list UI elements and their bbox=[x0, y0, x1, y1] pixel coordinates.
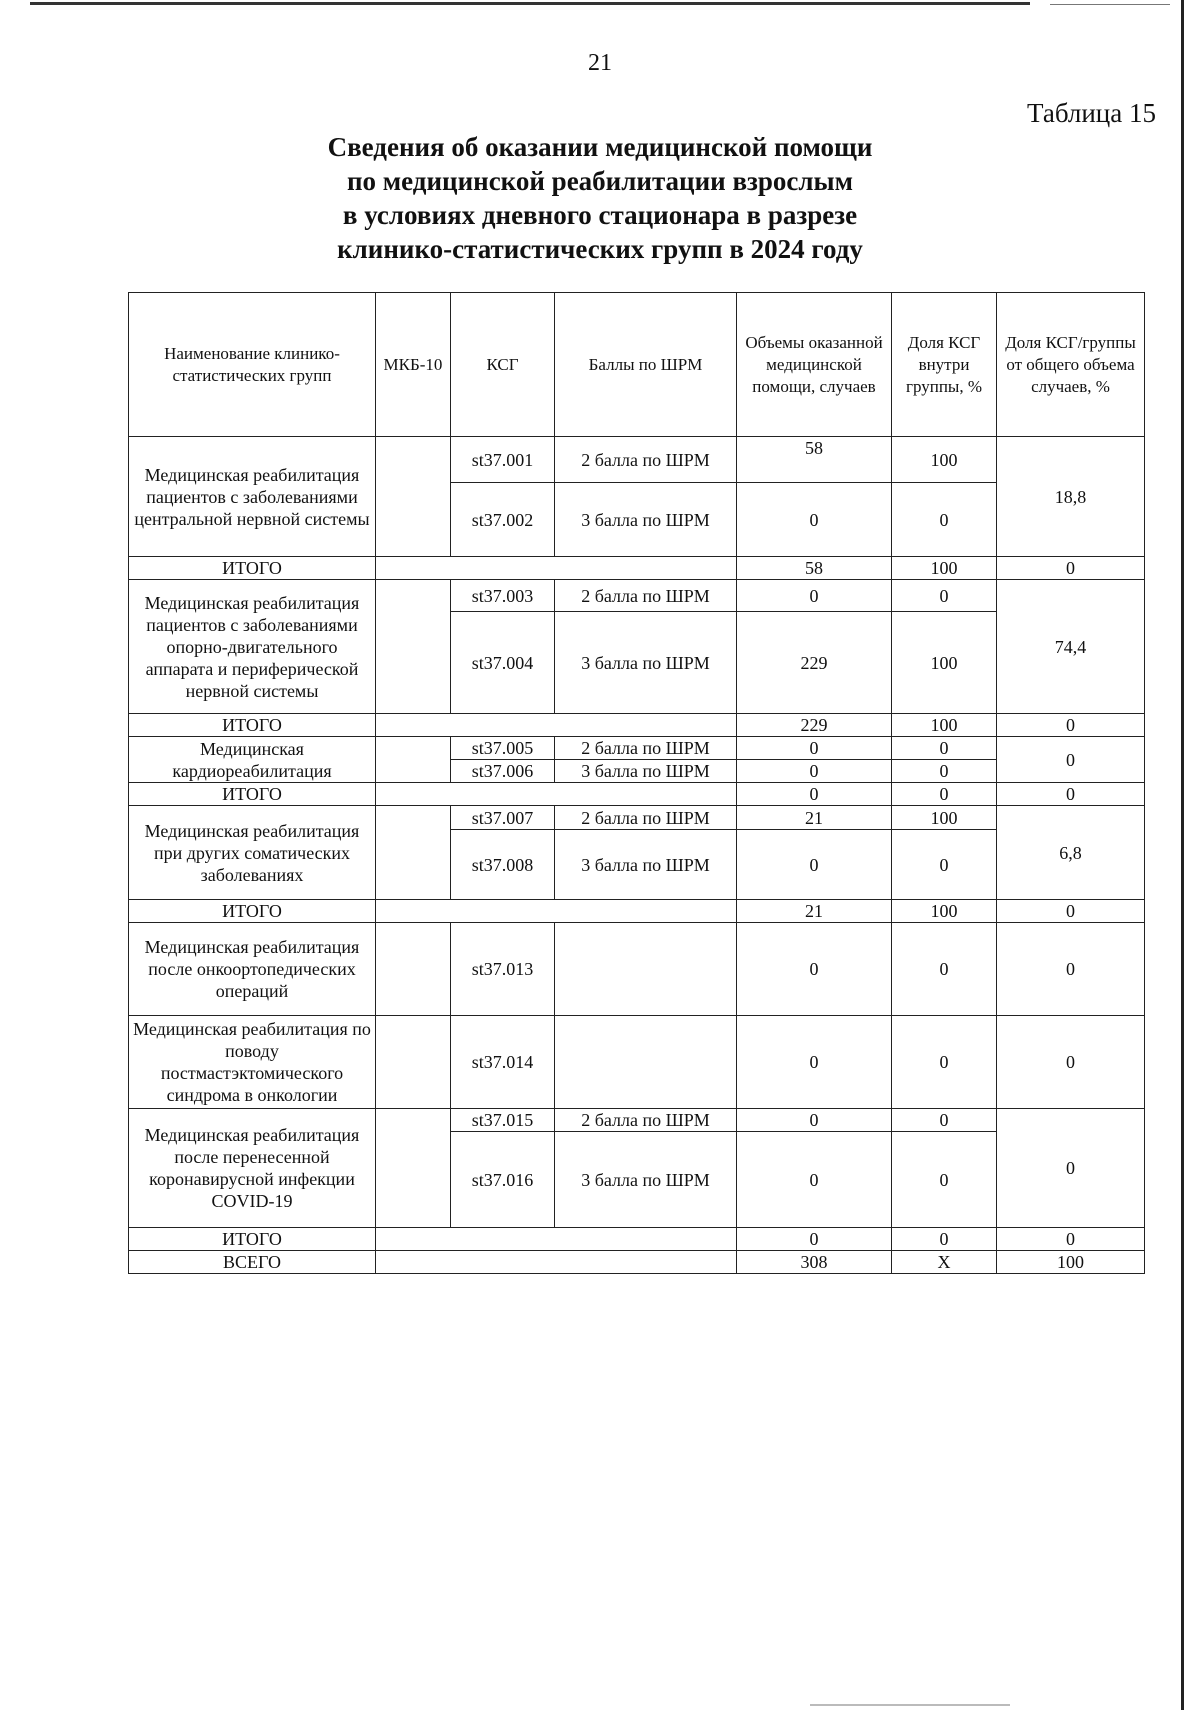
volume-cell: 0 bbox=[737, 1132, 892, 1228]
empty-cell bbox=[376, 1228, 737, 1251]
total-volume: 229 bbox=[737, 714, 892, 737]
shrm-cell: 3 балла по ШРМ bbox=[555, 612, 737, 714]
total-label: ИТОГО bbox=[129, 714, 376, 737]
volume-cell: 58 bbox=[737, 437, 892, 483]
header-ksg: КСГ bbox=[451, 293, 555, 437]
header-shrm: Баллы по ШРМ bbox=[555, 293, 737, 437]
ksg-cell: st37.004 bbox=[451, 612, 555, 714]
ksg-cell: st37.001 bbox=[451, 437, 555, 483]
ksg-cell: st37.003 bbox=[451, 580, 555, 612]
document-title bbox=[0, 130, 1200, 266]
total-share-total: 0 bbox=[997, 783, 1145, 806]
shrm-cell: 2 балла по ШРМ bbox=[555, 580, 737, 612]
ksg-cell: st37.007 bbox=[451, 806, 555, 830]
volume-cell: 0 bbox=[737, 760, 892, 783]
volume-cell: 0 bbox=[737, 1016, 892, 1109]
total-row bbox=[129, 714, 1145, 737]
share-total-cell: 0 bbox=[997, 923, 1145, 1016]
total-label: ИТОГО bbox=[129, 783, 376, 806]
mkb-cell bbox=[376, 806, 451, 900]
header-volume: Объемы оказанной медицинской помощи, случаев bbox=[737, 293, 892, 437]
volume-cell: 0 bbox=[737, 1109, 892, 1132]
group-name: Медицинская реабилитация после онкоортопедических операций bbox=[129, 923, 376, 1016]
table-row bbox=[129, 580, 1145, 612]
share-total-cell: 0 bbox=[997, 1016, 1145, 1109]
mkb-cell bbox=[376, 1109, 451, 1228]
share-cell: 0 bbox=[892, 580, 997, 612]
grand-total-share: Х bbox=[892, 1251, 997, 1274]
total-row bbox=[129, 557, 1145, 580]
mkb-cell bbox=[376, 737, 451, 783]
header-share-in-group: Доля КСГ внутри группы, % bbox=[892, 293, 997, 437]
table-label: Таблица 15 bbox=[1027, 98, 1156, 128]
title-line: по медицинской реабилитации взрослым bbox=[346, 166, 854, 196]
shrm-cell: 3 балла по ШРМ bbox=[555, 483, 737, 557]
ksg-cell: st37.005 bbox=[451, 737, 555, 760]
table-row bbox=[129, 806, 1145, 830]
table-row bbox=[129, 437, 1145, 483]
mkb-cell bbox=[376, 580, 451, 714]
share-cell: 100 bbox=[892, 806, 997, 830]
total-share-total: 0 bbox=[997, 714, 1145, 737]
empty-cell bbox=[376, 783, 737, 806]
share-cell: 0 bbox=[892, 923, 997, 1016]
scan-bottom-edge bbox=[810, 1704, 1010, 1706]
total-label: ИТОГО bbox=[129, 900, 376, 923]
ksg-cell: st37.002 bbox=[451, 483, 555, 557]
volume-cell: 0 bbox=[737, 830, 892, 900]
title-line: клинико-статистических групп в 2024 году bbox=[337, 234, 863, 264]
header-share-total: Доля КСГ/группы от общего объема случаев, % bbox=[997, 293, 1145, 437]
share-total-cell: 6,8 bbox=[997, 806, 1145, 900]
grand-total-share-total: 100 bbox=[997, 1251, 1145, 1274]
ksg-cell: st37.014 bbox=[451, 1016, 555, 1109]
volume-cell: 0 bbox=[737, 923, 892, 1016]
volume-cell: 229 bbox=[737, 612, 892, 714]
ksg-cell: st37.008 bbox=[451, 830, 555, 900]
total-label: ИТОГО bbox=[129, 1228, 376, 1251]
shrm-cell: 2 балла по ШРМ bbox=[555, 737, 737, 760]
ksg-cell: st37.016 bbox=[451, 1132, 555, 1228]
empty-cell bbox=[376, 1251, 737, 1274]
share-cell: 0 bbox=[892, 1132, 997, 1228]
shrm-cell: 3 балла по ШРМ bbox=[555, 760, 737, 783]
title-line: в условиях дневного стационара в разрезе bbox=[342, 200, 858, 230]
volume-cell: 0 bbox=[737, 483, 892, 557]
grand-total-volume: 308 bbox=[737, 1251, 892, 1274]
share-total-cell: 0 bbox=[997, 737, 1145, 783]
total-label: ИТОГО bbox=[129, 557, 376, 580]
mkb-cell bbox=[376, 1016, 451, 1109]
share-cell: 100 bbox=[892, 612, 997, 714]
total-volume: 21 bbox=[737, 900, 892, 923]
ksg-cell: st37.015 bbox=[451, 1109, 555, 1132]
grand-total-label: ВСЕГО bbox=[129, 1251, 376, 1274]
empty-cell bbox=[376, 557, 737, 580]
total-share-total: 0 bbox=[997, 1228, 1145, 1251]
shrm-cell: 2 балла по ШРМ bbox=[555, 437, 737, 483]
total-volume: 58 bbox=[737, 557, 892, 580]
header-name: Наименование клинико-статистических групп bbox=[129, 293, 376, 437]
table-row bbox=[129, 1016, 1145, 1109]
ksg-cell: st37.006 bbox=[451, 760, 555, 783]
volume-cell: 0 bbox=[737, 737, 892, 760]
page-number: 21 bbox=[588, 50, 612, 76]
total-row bbox=[129, 900, 1145, 923]
total-share: 0 bbox=[892, 783, 997, 806]
shrm-cell bbox=[555, 1016, 737, 1109]
share-cell: 0 bbox=[892, 483, 997, 557]
total-volume: 0 bbox=[737, 1228, 892, 1251]
share-cell: 0 bbox=[892, 1016, 997, 1109]
share-cell: 0 bbox=[892, 830, 997, 900]
volume-cell: 0 bbox=[737, 580, 892, 612]
share-total-cell: 18,8 bbox=[997, 437, 1145, 557]
share-cell: 0 bbox=[892, 760, 997, 783]
volume-cell: 21 bbox=[737, 806, 892, 830]
group-name: Медицинская реабилитация пациентов с заболеваниями опорно-двигательного аппарата и периферической нервной системы bbox=[129, 580, 376, 714]
total-row bbox=[129, 1228, 1145, 1251]
total-share: 0 bbox=[892, 1228, 997, 1251]
table-row bbox=[129, 1109, 1145, 1132]
share-cell: 0 bbox=[892, 737, 997, 760]
table-row bbox=[129, 923, 1145, 1016]
shrm-cell: 3 балла по ШРМ bbox=[555, 830, 737, 900]
scan-top-edge-2 bbox=[1050, 4, 1170, 5]
group-name: Медицинская кардиореабилитация bbox=[129, 737, 376, 783]
total-share: 100 bbox=[892, 557, 997, 580]
share-total-cell: 74,4 bbox=[997, 580, 1145, 714]
grand-total-row bbox=[129, 1251, 1145, 1274]
total-volume: 0 bbox=[737, 783, 892, 806]
total-share: 100 bbox=[892, 714, 997, 737]
group-name: Медицинская реабилитация после перенесенной коронавирусной инфекции COVID-19 bbox=[129, 1109, 376, 1228]
share-cell: 0 bbox=[892, 1109, 997, 1132]
empty-cell bbox=[376, 900, 737, 923]
shrm-cell bbox=[555, 923, 737, 1016]
group-name: Медицинская реабилитация по поводу постмастэктомического синдрома в онкологии bbox=[129, 1016, 376, 1109]
empty-cell bbox=[376, 714, 737, 737]
mkb-cell bbox=[376, 437, 451, 557]
shrm-cell: 3 балла по ШРМ bbox=[555, 1132, 737, 1228]
header-row bbox=[129, 293, 1145, 437]
share-cell: 100 bbox=[892, 437, 997, 483]
total-share: 100 bbox=[892, 900, 997, 923]
group-name: Медицинская реабилитация пациентов с заболеваниями центральной нервной системы bbox=[129, 437, 376, 557]
shrm-cell: 2 балла по ШРМ bbox=[555, 806, 737, 830]
total-share-total: 0 bbox=[997, 900, 1145, 923]
scan-top-edge bbox=[30, 2, 1030, 5]
total-row bbox=[129, 783, 1145, 806]
shrm-cell: 2 балла по ШРМ bbox=[555, 1109, 737, 1132]
header-mkb: МКБ-10 bbox=[376, 293, 451, 437]
total-share-total: 0 bbox=[997, 557, 1145, 580]
rehab-table bbox=[128, 292, 1145, 1274]
mkb-cell bbox=[376, 923, 451, 1016]
title-line: Сведения об оказании медицинской помощи bbox=[327, 132, 873, 162]
table-row bbox=[129, 737, 1145, 760]
group-name: Медицинская реабилитация при других соматических заболеваниях bbox=[129, 806, 376, 900]
ksg-cell: st37.013 bbox=[451, 923, 555, 1016]
share-total-cell: 0 bbox=[997, 1109, 1145, 1228]
